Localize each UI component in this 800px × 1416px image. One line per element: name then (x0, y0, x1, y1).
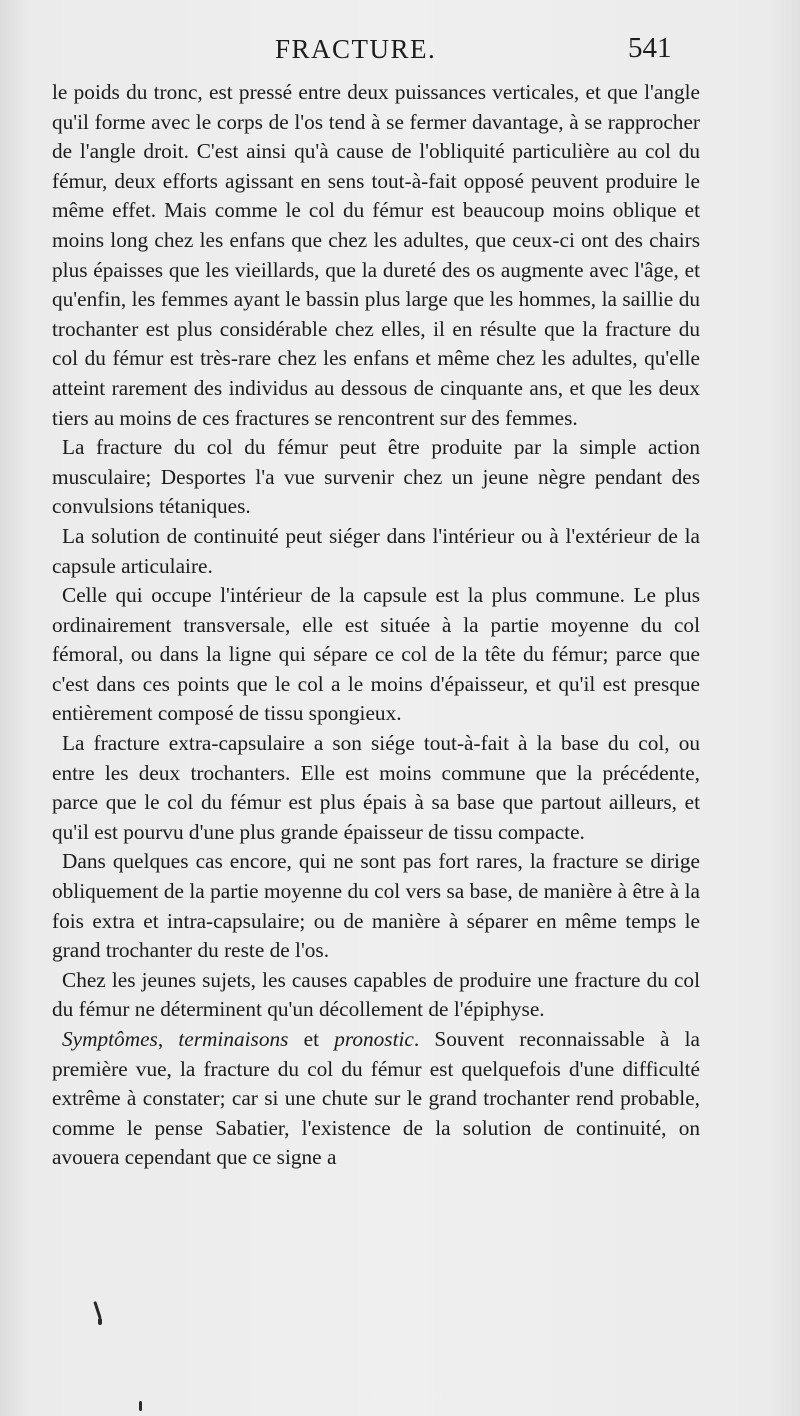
italic-term: pronostic (334, 1027, 414, 1051)
italic-term: Symptômes (62, 1027, 158, 1051)
paragraph (52, 1025, 700, 1173)
ink-blemish (98, 1318, 102, 1325)
paragraph (52, 581, 700, 729)
text-run: La fracture extra-capsulaire a son siége tout-à-fait à la base du col, ou entre les deux trochanters. Elle est moins commune que la précédente, parce que le col du fémur est plus épais à sa base que partout ailleurs, et qu'il est pourvu d'une plus grande épaisseur de tissu compacte. (52, 731, 700, 844)
italic-term: terminaisons (178, 1027, 289, 1051)
paragraph (52, 433, 700, 522)
text-run: Dans quelques cas encore, qui ne sont pas fort rares, la fracture se dirige obliquement de la partie moyenne du col vers sa base, de manière à être à la fois extra et intra-capsulaire; ou de manière à séparer en même temps le grand trochanter du reste de l'os. (52, 849, 700, 963)
page-header (0, 34, 800, 74)
text-run: et (288, 1027, 335, 1051)
paragraph (52, 729, 700, 847)
text-run: La fracture du col du fémur peut être produite par la simple action musculaire; Desportes l'a vue survenir chez un jeune nègre pendant des convulsions tétaniques. (52, 435, 700, 519)
text-run: . Souvent reconnaissable à la première vue, la fracture du col du fémur est quelquefois d'une difficulté extrême à constater; car si une chute sur le grand trochanter rend probable, comme le pense Sabatier, l'existence de la solution de continuité, on avouera cependant que ce signe a (52, 1027, 700, 1170)
text-run: Chez les jeunes sujets, les causes capables de produire une fracture du col du fémur ne déterminent qu'un décollement de l'épiphyse. (52, 967, 700, 1022)
page-number: 541 (628, 32, 672, 64)
paragraph (52, 78, 700, 433)
body-text (52, 78, 700, 1173)
ink-blemish (93, 1301, 101, 1319)
paragraph (52, 966, 700, 1025)
ink-blemish (139, 1401, 142, 1411)
text-run: le poids du tronc, est pressé entre deux puissances verticales, et que l'angle qu'il forme avec le corps de l'os tend à se fermer davantage, à se rapprocher de l'angle droit. C'est ainsi qu'à cause de l'obliquité particulière au col du fémur, deux efforts agissant en sens tout-à-fait opposé peuvent produire le même effet. Mais comme le col du fémur est beaucoup moins oblique et moins long chez les enfans que chez les adultes, que ceux-ci ont des chairs plus épaisses que les vieillards, que la dureté des os augmente avec l'âge, et qu'enfin, les femmes ayant le bassin plus large que les hommes, la saillie du trochanter est plus considérable chez elles, il en résulte que la fracture du col du fémur est très-rare chez les enfans et même chez les adultes, qu'elle atteint rarement des individus au dessous de cinquante ans, et que les deux tiers au moins de ces fractures se rencontrent sur des femmes. (52, 80, 700, 430)
text-run: La solution de continuité peut siéger dans l'intérieur ou à l'extérieur de la capsule articulaire. (52, 523, 700, 578)
running-title: FRACTURE. (275, 34, 437, 64)
text-run: Celle qui occupe l'intérieur de la capsule est la plus commune. Le plus ordinairement transversale, elle est située à la partie moyenne du col fémoral, ou dans la ligne qui sépare ce col de la tête du fémur; parce que c'est dans ces points que le col a le moins d'épaisseur, et qu'il est presque entièrement composé de tissu spongieux. (52, 583, 700, 726)
paragraph (52, 522, 700, 581)
text-run: , (157, 1027, 179, 1051)
paragraph (52, 847, 700, 965)
